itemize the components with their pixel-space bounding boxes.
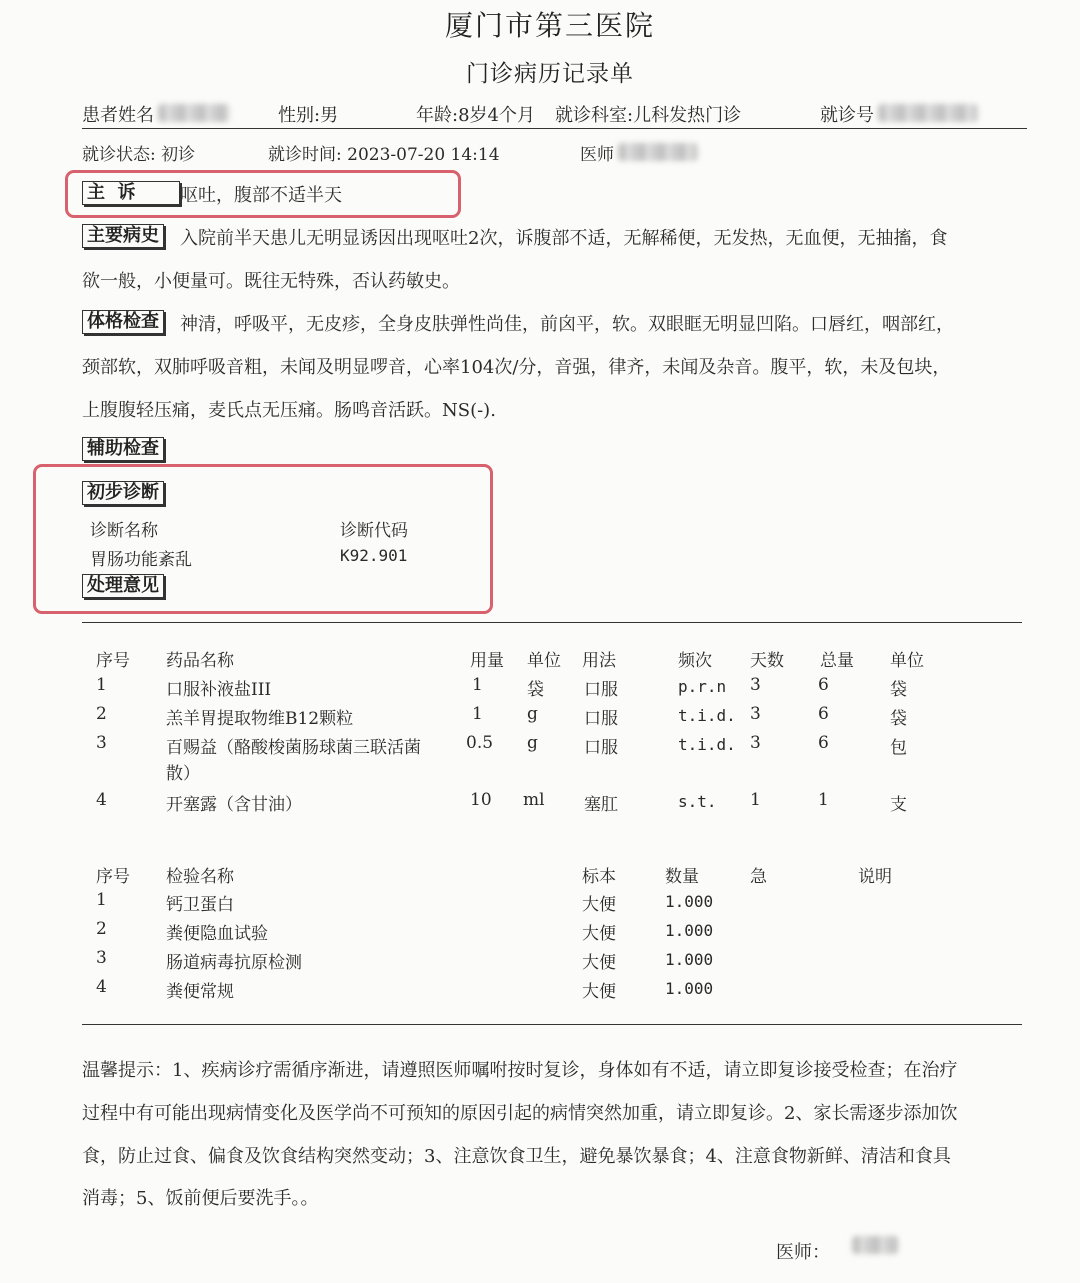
med-row-route: 塞肛 <box>584 795 618 815</box>
doctor-name-redacted <box>618 143 698 161</box>
med-header: 用量 <box>470 651 504 671</box>
med-header: 频次 <box>678 651 712 671</box>
med-row-route: 口服 <box>584 738 618 758</box>
med-row-dose: 0.5 <box>466 733 494 753</box>
diagnosis-code: K92.901 <box>340 546 408 565</box>
lab-row-no: 1 <box>96 890 107 910</box>
patient-age: 年龄:8岁4个月 <box>416 105 535 126</box>
med-row-days: 3 <box>750 675 761 695</box>
med-row-total: 6 <box>818 704 829 724</box>
chief-complaint-label: 主 诉 <box>82 181 180 205</box>
lab-row-no: 2 <box>96 919 107 939</box>
history-line: 入院前半天患儿无明显诱因出现呕吐2次，诉腹部不适，无解稀便，无发热，无血便，无抽搐，食 <box>180 228 948 249</box>
treatment-label: 处理意见 <box>82 574 164 598</box>
lab-row-no: 4 <box>96 977 107 997</box>
lab-row-qty: 1.000 <box>665 950 714 969</box>
diagnosis-label: 初步诊断 <box>82 481 164 505</box>
highlight-diagnosis <box>33 464 493 614</box>
med-row-freq: t.i.d. <box>678 735 736 754</box>
med-header: 单位 <box>527 651 561 671</box>
diagnosis-name: 胃肠功能紊乱 <box>90 550 192 570</box>
patient-department: 就诊科室:儿科发热门诊 <box>555 105 742 126</box>
med-row-no: 4 <box>96 790 107 810</box>
med-row-name: 口服补液盐III <box>166 680 272 700</box>
med-row-unit: ml <box>523 790 545 810</box>
exam-label: 体格检查 <box>82 310 164 334</box>
med-row-total: 1 <box>818 790 829 810</box>
notice-line: 温馨提示：1、疾病诊疗需循序渐进，请遵照医师嘱咐按时复诊，身体如有不适，请立即复诊接受检查；在治疗 <box>82 1060 958 1081</box>
lab-row-qty: 1.000 <box>665 979 714 998</box>
notice-line: 消毒；5、饭前便后要洗手。。 <box>82 1188 319 1209</box>
lab-row-qty: 1.000 <box>665 921 714 940</box>
hospital-name: 厦门市第三医院 <box>444 9 655 42</box>
med-row-total: 6 <box>818 675 829 695</box>
med-row-name: 开塞露（含甘油） <box>166 795 302 815</box>
aux-exam-label: 辅助检查 <box>82 437 164 461</box>
med-row-total-unit: 袋 <box>890 680 907 700</box>
med-row-name-cont: 散） <box>166 764 200 784</box>
lab-row-no: 3 <box>96 948 107 968</box>
visit-number-redacted <box>878 104 978 122</box>
med-row-route: 口服 <box>584 709 618 729</box>
lab-row-name: 粪便常规 <box>166 982 234 1002</box>
header-rule <box>82 128 1027 129</box>
highlight-chief-complaint <box>65 170 461 218</box>
med-row-total: 6 <box>818 733 829 753</box>
med-row-dose: 1 <box>472 675 483 695</box>
diagnosis-code-header: 诊断代码 <box>340 521 408 541</box>
med-row-total-unit: 包 <box>890 738 907 758</box>
med-row-freq: t.i.d. <box>678 706 736 725</box>
med-row-no: 2 <box>96 704 107 724</box>
visit-status: 就诊状态: 初诊 <box>82 145 196 165</box>
med-row-unit: g <box>527 704 538 724</box>
med-row-no: 3 <box>96 733 107 753</box>
section-rule <box>82 622 1022 623</box>
med-row-freq: p.r.n <box>678 677 727 696</box>
history-line: 欲一般，小便量可。既往无特殊，否认药敏史。 <box>82 271 460 292</box>
med-row-days: 3 <box>750 733 761 753</box>
lab-header: 说明 <box>858 867 892 887</box>
patient-gender: 性别:男 <box>278 105 339 126</box>
patient-name-redacted <box>158 104 230 122</box>
lab-row-sample: 大便 <box>582 924 616 944</box>
lab-row-sample: 大便 <box>582 982 616 1002</box>
notice-line: 过程中有可能出现病情变化及医学尚不可预知的原因引起的病情突然加重，请立即复诊。2、家长需逐步添加饮 <box>82 1103 958 1124</box>
lab-header: 序号 <box>96 867 130 887</box>
lab-row-sample: 大便 <box>582 953 616 973</box>
lab-row-name: 肠道病毒抗原检测 <box>166 953 302 973</box>
med-row-unit: 袋 <box>527 680 544 700</box>
med-header: 总量 <box>820 651 854 671</box>
lab-row-name: 钙卫蛋白 <box>166 895 234 915</box>
lab-header: 急 <box>750 867 767 887</box>
lab-header: 检验名称 <box>166 867 234 887</box>
diagnosis-name-header: 诊断名称 <box>90 521 158 541</box>
doctor-label: 医师 <box>580 145 614 165</box>
exam-line: 神清，呼吸平，无皮疹，全身皮肤弹性尚佳，前囟平，软。双眼眶无明显凹陷。口唇红，咽部红， <box>180 314 954 335</box>
med-header: 序号 <box>96 651 130 671</box>
med-row-days: 1 <box>750 790 761 810</box>
med-row-name: 百赐益（酪酸梭菌肠球菌三联活菌 <box>166 738 421 758</box>
lab-row-qty: 1.000 <box>665 892 714 911</box>
med-row-dose: 10 <box>470 790 492 810</box>
chief-complaint-text: 呕吐，腹部不适半天 <box>180 185 342 206</box>
exam-line: 颈部软，双肺呼吸音粗，未闻及明显啰音，心率104次/分，音强，律齐，未闻及杂音。腹平，软，未及包块， <box>82 357 951 378</box>
notice-rule <box>82 1024 1022 1025</box>
med-header: 天数 <box>750 651 784 671</box>
patient-name-label: 患者姓名 <box>82 105 154 126</box>
med-row-freq: s.t. <box>678 792 717 811</box>
visit-time: 就诊时间: 2023-07-20 14:14 <box>268 145 500 165</box>
med-header: 药品名称 <box>166 651 234 671</box>
med-row-unit: g <box>527 733 538 753</box>
footer-doctor-label: 医师： <box>776 1242 830 1263</box>
exam-line: 上腹腹轻压痛，麦氏点无压痛。肠鸣音活跃。NS(-). <box>82 400 496 421</box>
med-row-name: 羔羊胃提取物维B12颗粒 <box>166 709 354 729</box>
med-row-route: 口服 <box>584 680 618 700</box>
med-row-days: 3 <box>750 704 761 724</box>
med-row-total-unit: 支 <box>890 795 907 815</box>
notice-line: 食，防止过食、偏食及饮食结构突然变动；3、注意饮食卫生，避免暴饮暴食；4、注意食物新鲜、清洁和食具 <box>82 1146 951 1167</box>
history-label: 主要病史 <box>82 224 164 248</box>
med-header: 单位 <box>890 651 924 671</box>
lab-row-sample: 大便 <box>582 895 616 915</box>
lab-header: 标本 <box>582 867 616 887</box>
med-row-total-unit: 袋 <box>890 709 907 729</box>
lab-header: 数量 <box>665 867 699 887</box>
lab-row-name: 粪便隐血试验 <box>166 924 268 944</box>
footer-doctor-redacted <box>852 1236 898 1254</box>
visit-number-label: 就诊号 <box>820 105 874 126</box>
med-header: 用法 <box>582 651 616 671</box>
med-row-dose: 1 <box>472 704 483 724</box>
med-row-no: 1 <box>96 675 107 695</box>
form-title: 门诊病历记录单 <box>466 61 634 87</box>
